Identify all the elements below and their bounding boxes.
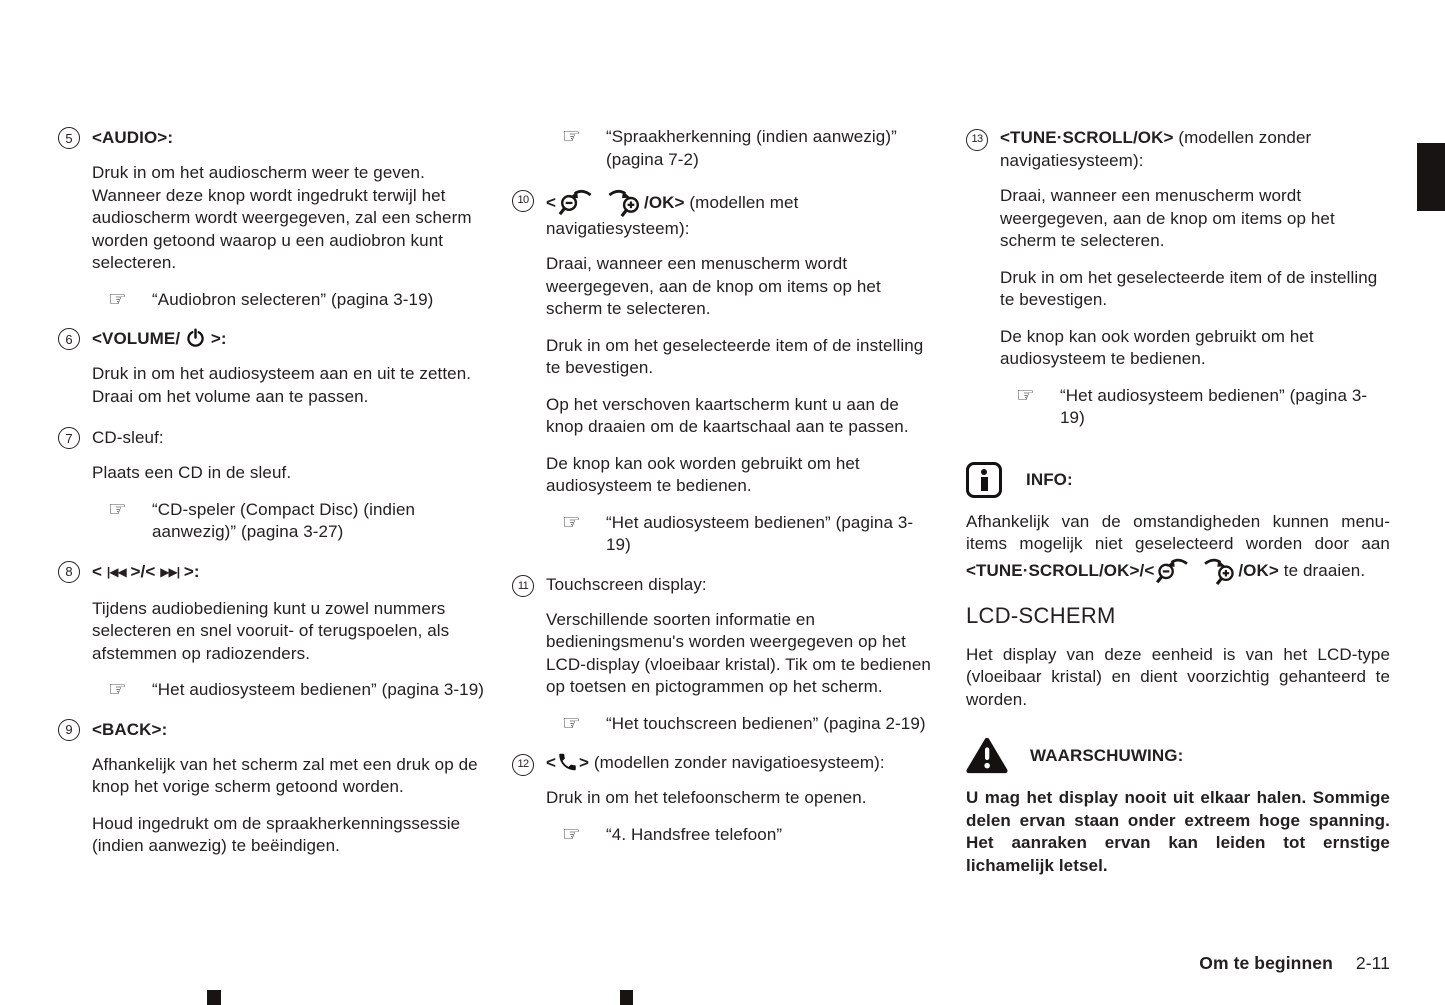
item-number: 13 [966, 129, 988, 151]
paragraph: Tijdens audiobediening kunt u zowel nummers selecteren en snel vooruit- of terugspoelen, als afstemmen op radiozenders. [92, 598, 450, 663]
paragraph: Druk in om het geselecteerde item of de instelling te bevestigen. [546, 335, 924, 377]
pointing-hand-icon: ☞ [108, 287, 127, 311]
list-item-audio [58, 126, 486, 323]
chapter-edge-tab [1417, 143, 1445, 211]
column-middle [512, 126, 936, 862]
list-item-touchscreen [512, 573, 936, 748]
footer-section-title: Om te beginnen [1199, 953, 1333, 973]
item-label: < /OK> (modellen met navigatiesysteem): [546, 187, 936, 240]
pointing-hand-icon: ☞ [562, 822, 581, 846]
paragraph: Op het verschoven kaartscherm kunt u aan de knop draaien om de kaartschaal aan te passen. [546, 394, 909, 436]
reference-text: “CD-speler (Compact Disc) (indien aanwezig)” (pagina 3-27) [152, 499, 416, 541]
item-number: 5 [58, 127, 80, 149]
item-number: 9 [58, 719, 80, 741]
item-label: Touchscreen display: [546, 574, 707, 594]
paragraph: De knop kan ook worden gebruikt om het audiosysteem te bedienen. [1000, 326, 1314, 368]
list-item-cd-slot [58, 426, 486, 556]
page-footer [0, 953, 1390, 974]
paragraph: De knop kan ook worden gebruikt om het audiosysteem te bedienen. [546, 453, 860, 495]
paragraph: Druk in om het telefoonscherm te openen. [546, 788, 867, 807]
pointing-hand-icon: ☞ [562, 125, 581, 148]
next-track-icon: ▶▶| [160, 564, 180, 579]
cross-reference [1016, 385, 1390, 430]
info-label: INFO: [1026, 469, 1073, 489]
paragraph: Druk in om het audiosysteem aan en uit te zetten. Draai om het volume aan te passen. [92, 364, 472, 406]
item-number: 12 [512, 754, 534, 776]
warning-label: WAARSCHUWING: [1030, 745, 1184, 765]
item-label: <AUDIO>: [92, 128, 174, 147]
print-registration-mark [620, 990, 633, 1005]
section-heading-lcd: LCD-SCHERM [966, 602, 1116, 628]
footer-page-number: 2-11 [1355, 953, 1390, 973]
info-header [966, 462, 1390, 498]
item-label: <TUNE·SCROLL/OK> (modellen zonder navigatiesysteem): [1000, 128, 1312, 170]
reference-text: “Het audiosysteem bedienen” (pagina 3-19) [152, 680, 485, 699]
reference-text: “4. Handsfree telefoon” [606, 824, 783, 844]
reference-text: “Het audiosysteem bedienen” (pagina 3-19) [606, 512, 914, 554]
item-number: 11 [512, 575, 534, 597]
cross-reference [562, 713, 936, 736]
paragraph: Draai, wanneer een menuscherm wordt weergegeven, aan de knop om items op het scherm te selecteren. [1000, 186, 1335, 250]
cross-reference [108, 679, 486, 702]
print-registration-mark [207, 990, 221, 1005]
pointing-hand-icon: ☞ [562, 711, 581, 735]
pointing-hand-icon: ☞ [562, 510, 581, 534]
zoom-out-zoom-in-knob-icon [556, 187, 644, 217]
cross-reference [562, 512, 936, 557]
list-item-zoom-ok-knob [512, 187, 936, 569]
item-label: < |◀◀ >/< ▶▶| >: [92, 561, 200, 581]
paragraph: Draai, wanneer een menuscherm wordt weergegeven, aan de knop om items op het scherm te selecteren. [546, 254, 881, 318]
item-number: 6 [58, 328, 80, 350]
cross-reference [108, 289, 486, 312]
list-item-tune-scroll-ok [966, 126, 1390, 442]
reference-text: “Spraakherkenning (indien aanwezig)” (pagina 7-2) [606, 127, 897, 169]
item-number: 7 [58, 427, 80, 449]
column-left [58, 126, 486, 876]
previous-track-icon: |◀◀ [106, 564, 126, 579]
reference-text: “Het touchscreen bedienen” (pagina 2-19) [606, 713, 926, 733]
continued-reference [512, 126, 936, 183]
list-item-volume [58, 327, 486, 422]
item-number: 10 [512, 190, 534, 212]
lcd-paragraph: Het display van deze eenheid is van het LCD-type (vloeibaar kristal) en dient voorzichtig gehanteerd te worden. [966, 644, 1390, 709]
warning-header [966, 737, 1390, 774]
paragraph: Verschillende soorten informatie en bedieningsmenu's worden weergegeven op het LCD-display (vloeibaar kristal). Tik om te bedienen op toetsen en pictogrammen op het scherm. [546, 609, 931, 696]
pointing-hand-icon: ☞ [108, 678, 127, 701]
phone-handset-icon [556, 751, 579, 773]
column-right [966, 126, 1390, 891]
cross-reference [108, 499, 486, 544]
reference-text: “Audiobron selecteren” (pagina 3-19) [152, 289, 434, 309]
paragraph: Druk in om het audioscherm weer te geven. Wanneer deze knop wordt ingedrukt terwijl het audioscherm wordt weergegeven, zal een scherm worden getoond waarop u een audiobron kunt selecteren. [92, 163, 472, 272]
pointing-hand-icon: ☞ [1016, 383, 1035, 407]
cross-reference [562, 824, 936, 847]
info-paragraph: Afhankelijk van de omstandigheden kunnen menu-items mogelijk niet geselecteerd worden door aan <TUNE·SCROLL/OK>/< /OK> te draaien. [966, 511, 1390, 585]
item-label: <VOLUME/ >: [92, 329, 227, 348]
warning-paragraph: U mag het display nooit uit elkaar halen. Sommige delen ervan staan onder extreem hoge spanning. Het aanraken ervan kan leiden tot ernstige lichamelijk letsel. [966, 788, 1390, 875]
list-item-seek-tracks [58, 560, 486, 714]
zoom-out-zoom-in-knob-icon [1154, 556, 1238, 585]
list-item-phone-button [512, 751, 936, 858]
cross-reference [562, 126, 936, 171]
info-icon [966, 462, 1002, 498]
power-icon [185, 327, 206, 349]
warning-triangle-icon [966, 737, 1008, 774]
paragraph: Afhankelijk van het scherm zal met een druk op de knop het vorige scherm getoond worden. [92, 754, 478, 796]
reference-text: “Het audiosysteem bedienen” (pagina 3-19) [1060, 385, 1368, 427]
item-label: CD-sleuf: [92, 428, 164, 447]
list-item-back [58, 718, 486, 872]
pointing-hand-icon: ☞ [108, 497, 127, 521]
item-label: < > (modellen zonder navigatioesysteem): [546, 753, 885, 772]
paragraph: Druk in om het geselecteerde item of de instelling te bevestigen. [1000, 267, 1378, 309]
item-number: 8 [58, 561, 80, 583]
item-label: <BACK>: [92, 719, 168, 739]
paragraph: Houd ingedrukt om de spraakherkenningssessie (indien aanwezig) te beëindigen. [92, 813, 461, 855]
paragraph: Plaats een CD in de sleuf. [92, 463, 292, 482]
